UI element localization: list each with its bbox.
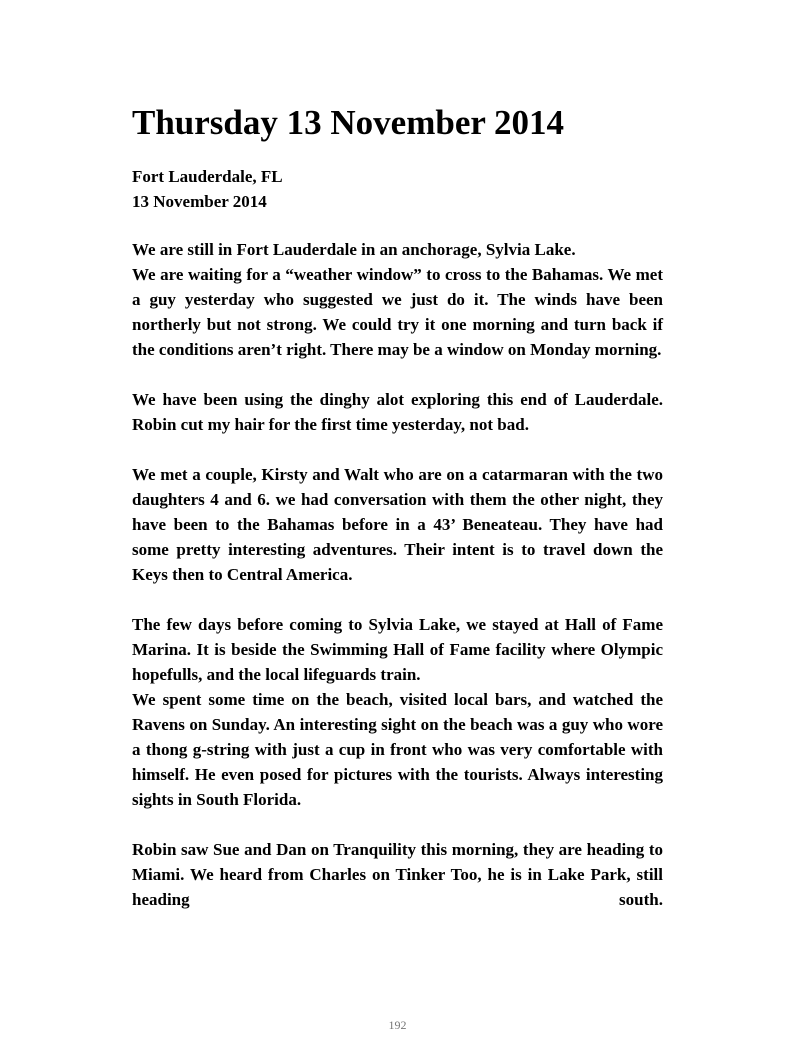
entry-body (132, 237, 663, 912)
paragraph-spacer (132, 362, 663, 387)
paragraph-anchorage: We are still in Fort Lauderdale in an anchorage, Sylvia Lake. (132, 240, 576, 259)
paragraph-dinghy: We have been using the dinghy alot exploring this end of Lauderdale. Robin cut my hair for the first time yesterday, not bad. (132, 390, 663, 434)
paragraph-spacer (132, 812, 663, 837)
paragraph-kirsty-walt: We met a couple, Kirsty and Walt who are on a catarmaran with the two daughters 4 and 6. we had conversation with them the other night, they have been to the Bahamas before in a 43’ Beneateau. They have had some pretty interesting adventures. Their intent is to travel down the Keys then to Central America. (132, 465, 663, 584)
paragraph-spacer (132, 437, 663, 462)
entry-header (132, 164, 663, 214)
date-line: 13 November 2014 (132, 192, 267, 211)
paragraph-beach: We spent some time on the beach, visited local bars, and watched the Ravens on Sunday. An interesting sight on the beach was a guy who wore a thong g-string with just a cup in front who was very comfortable with himself. He even posed for pictures with the tourists. Always interesting sights in South Florida. (132, 690, 663, 809)
page-number: 192 (388, 1018, 407, 1032)
location-line: Fort Lauderdale, FL (132, 167, 283, 186)
paragraph-weather-window: We are waiting for a “weather window” to cross to the Bahamas. We met a guy yesterday who suggested we just do it. The winds have been northerly but not strong. We could try it one morning and turn back if the conditions aren’t right. There may be a window on Monday morning. (132, 265, 663, 359)
paragraph-hall-of-fame: The few days before coming to Sylvia Lake, we stayed at Hall of Fame Marina. It is beside the Swimming Hall of Fame facility where Olympic hopefulls, and the local lifeguards train. (132, 615, 663, 684)
page-title: Thursday 13 November 2014 (132, 103, 565, 142)
paragraph-spacer (132, 587, 663, 612)
paragraph-tranquility: Robin saw Sue and Dan on Tranquility this morning, they are heading to Miami. We heard from Charles on Tinker Too, he is in Lake Park, still heading south. (132, 840, 663, 909)
